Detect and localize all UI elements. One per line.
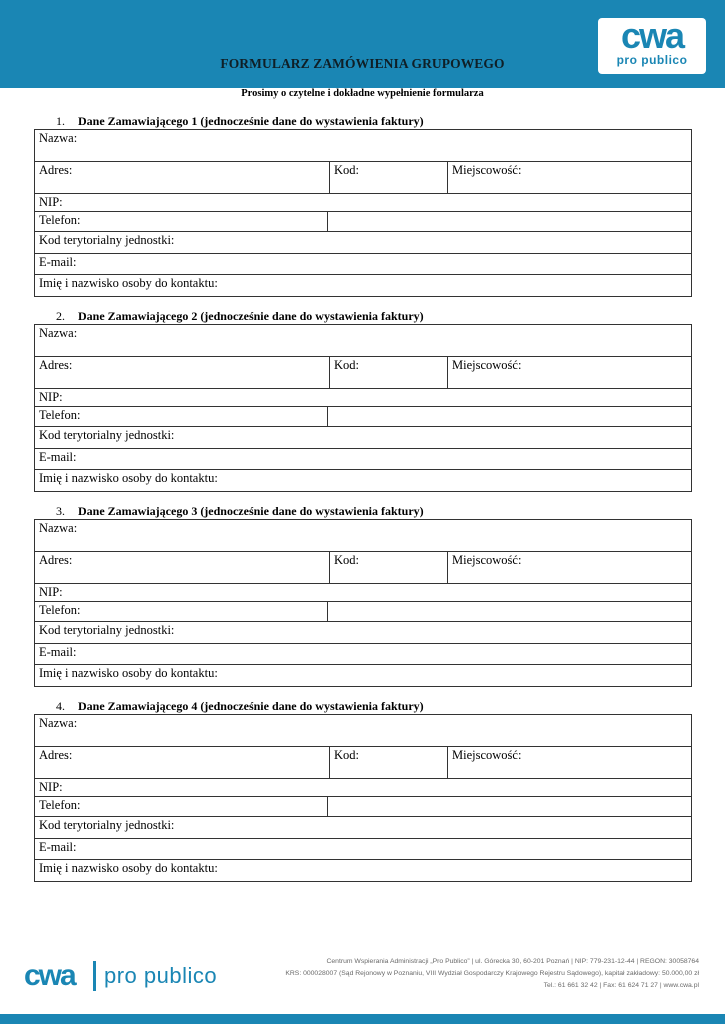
name-label: Nazwa: [39,131,78,145]
city-field[interactable] [448,552,692,584]
customer-form-table [34,129,692,297]
section-heading: Dane Zamawiającego 4 (jednocześnie dane do wystawienia faktury) [78,699,424,713]
territorial-code-label: Kod terytorialny jednostki: [39,233,175,247]
email-field[interactable] [35,839,692,860]
name-label: Nazwa: [39,521,78,535]
phone-field[interactable] [328,407,692,427]
contact-person-field[interactable] [35,665,692,687]
territorial-code-field[interactable] [35,817,692,839]
phone-label: Telefon: [39,213,81,227]
email-field[interactable] [35,254,692,275]
section-title [34,699,691,714]
customer-section-4 [34,699,691,882]
city-field[interactable] [448,162,692,194]
page-subtitle: Prosimy o czytelne i dokładne wypełnienie formularza [241,88,484,99]
city-field[interactable] [448,357,692,389]
address-field[interactable] [35,357,330,389]
name-field[interactable] [35,520,692,552]
phone-label-cell [35,407,328,427]
city-label: Miejscowość: [452,163,522,177]
section-title [34,309,691,324]
footer-logo-divider [93,961,96,991]
footer-bar [0,1014,725,1024]
postal-code-field[interactable] [330,162,448,194]
contact-person-field[interactable] [35,275,692,297]
email-label: E-mail: [39,645,77,659]
city-label: Miejscowość: [452,748,522,762]
postal-code-label: Kod: [334,748,359,762]
section-heading: Dane Zamawiającego 1 (jednocześnie dane do wystawienia faktury) [78,114,424,128]
postal-code-field[interactable] [330,747,448,779]
territorial-code-label: Kod terytorialny jednostki: [39,623,175,637]
page-title: FORMULARZ ZAMÓWIENIA GRUPOWEGO [220,56,505,71]
city-label: Miejscowość: [452,553,522,567]
contact-person-label: Imię i nazwisko osoby do kontaktu: [39,471,218,485]
email-label: E-mail: [39,840,77,854]
footer-logo-subtitle: pro publico [104,963,218,988]
address-label: Adres: [39,748,73,762]
footer-line-registry: KRS: 000028007 (Sąd Rejonowy w Poznaniu, VIII Wydział Gospodarczy Krajowego Rejestru Sądowego), kapitał zakładowy: 50.000,00 zł [285,970,699,977]
address-label: Adres: [39,163,73,177]
postal-code-label: Kod: [334,163,359,177]
customer-form-table [34,519,692,687]
territorial-code-label: Kod terytorialny jednostki: [39,428,175,442]
address-field[interactable] [35,747,330,779]
name-label: Nazwa: [39,716,78,730]
phone-label: Telefon: [39,798,81,812]
name-field[interactable] [35,130,692,162]
customer-section-1 [34,114,691,297]
phone-field[interactable] [328,602,692,622]
address-label: Adres: [39,553,73,567]
phone-label: Telefon: [39,603,81,617]
nip-label: NIP: [39,195,63,209]
customer-form-table [34,324,692,492]
contact-person-label: Imię i nazwisko osoby do kontaktu: [39,861,218,875]
section-number: 1. [56,114,65,128]
postal-code-field[interactable] [330,552,448,584]
section-heading: Dane Zamawiającego 3 (jednocześnie dane do wystawienia faktury) [78,504,424,518]
nip-field[interactable] [35,779,692,797]
name-field[interactable] [35,325,692,357]
phone-label-cell [35,602,328,622]
address-field[interactable] [35,162,330,194]
contact-person-field[interactable] [35,470,692,492]
phone-label: Telefon: [39,408,81,422]
email-field[interactable] [35,449,692,470]
postal-code-label: Kod: [334,358,359,372]
customer-section-3 [34,504,691,687]
footer-contact [229,956,699,992]
territorial-code-field[interactable] [35,232,692,254]
contact-person-label: Imię i nazwisko osoby do kontaktu: [39,276,218,290]
city-field[interactable] [448,747,692,779]
footer-line-address: Centrum Wspierania Administracji „Pro Publico” | ul. Górecka 30, 60-201 Poznań | NIP: 779-231-12-44 | REGON: 30058764 [326,958,699,965]
logo-subtitle: pro publico [616,53,688,67]
territorial-code-field[interactable] [35,427,692,449]
name-field[interactable] [35,715,692,747]
phone-field[interactable] [328,797,692,817]
postal-code-label: Kod: [334,553,359,567]
postal-code-field[interactable] [330,357,448,389]
section-title [34,504,691,519]
customer-form-table [34,714,692,882]
footer-logo-wordmark: cwa [24,959,75,992]
email-field[interactable] [35,644,692,665]
address-field[interactable] [35,552,330,584]
footer-line-phone: Tel.: 61 661 32 42 | Fax: 61 624 71 27 | www.cwa.pl [543,982,699,989]
territorial-code-label: Kod terytorialny jednostki: [39,818,175,832]
phone-label-cell [35,212,328,232]
city-label: Miejscowość: [452,358,522,372]
nip-label: NIP: [39,585,63,599]
logo-wordmark: cwa [620,15,684,56]
address-label: Adres: [39,358,73,372]
nip-field[interactable] [35,194,692,212]
phone-field[interactable] [328,212,692,232]
section-number: 2. [56,309,65,323]
nip-field[interactable] [35,584,692,602]
email-label: E-mail: [39,450,77,464]
name-label: Nazwa: [39,326,78,340]
nip-label: NIP: [39,390,63,404]
nip-label: NIP: [39,780,63,794]
section-heading: Dane Zamawiającego 2 (jednocześnie dane do wystawienia faktury) [78,309,424,323]
section-number: 4. [56,699,65,713]
email-label: E-mail: [39,255,77,269]
customer-section-2 [34,309,691,492]
section-number: 3. [56,504,65,518]
contact-person-field[interactable] [35,860,692,882]
territorial-code-field[interactable] [35,622,692,644]
phone-label-cell [35,797,328,817]
contact-person-label: Imię i nazwisko osoby do kontaktu: [39,666,218,680]
section-title [34,114,691,129]
nip-field[interactable] [35,389,692,407]
